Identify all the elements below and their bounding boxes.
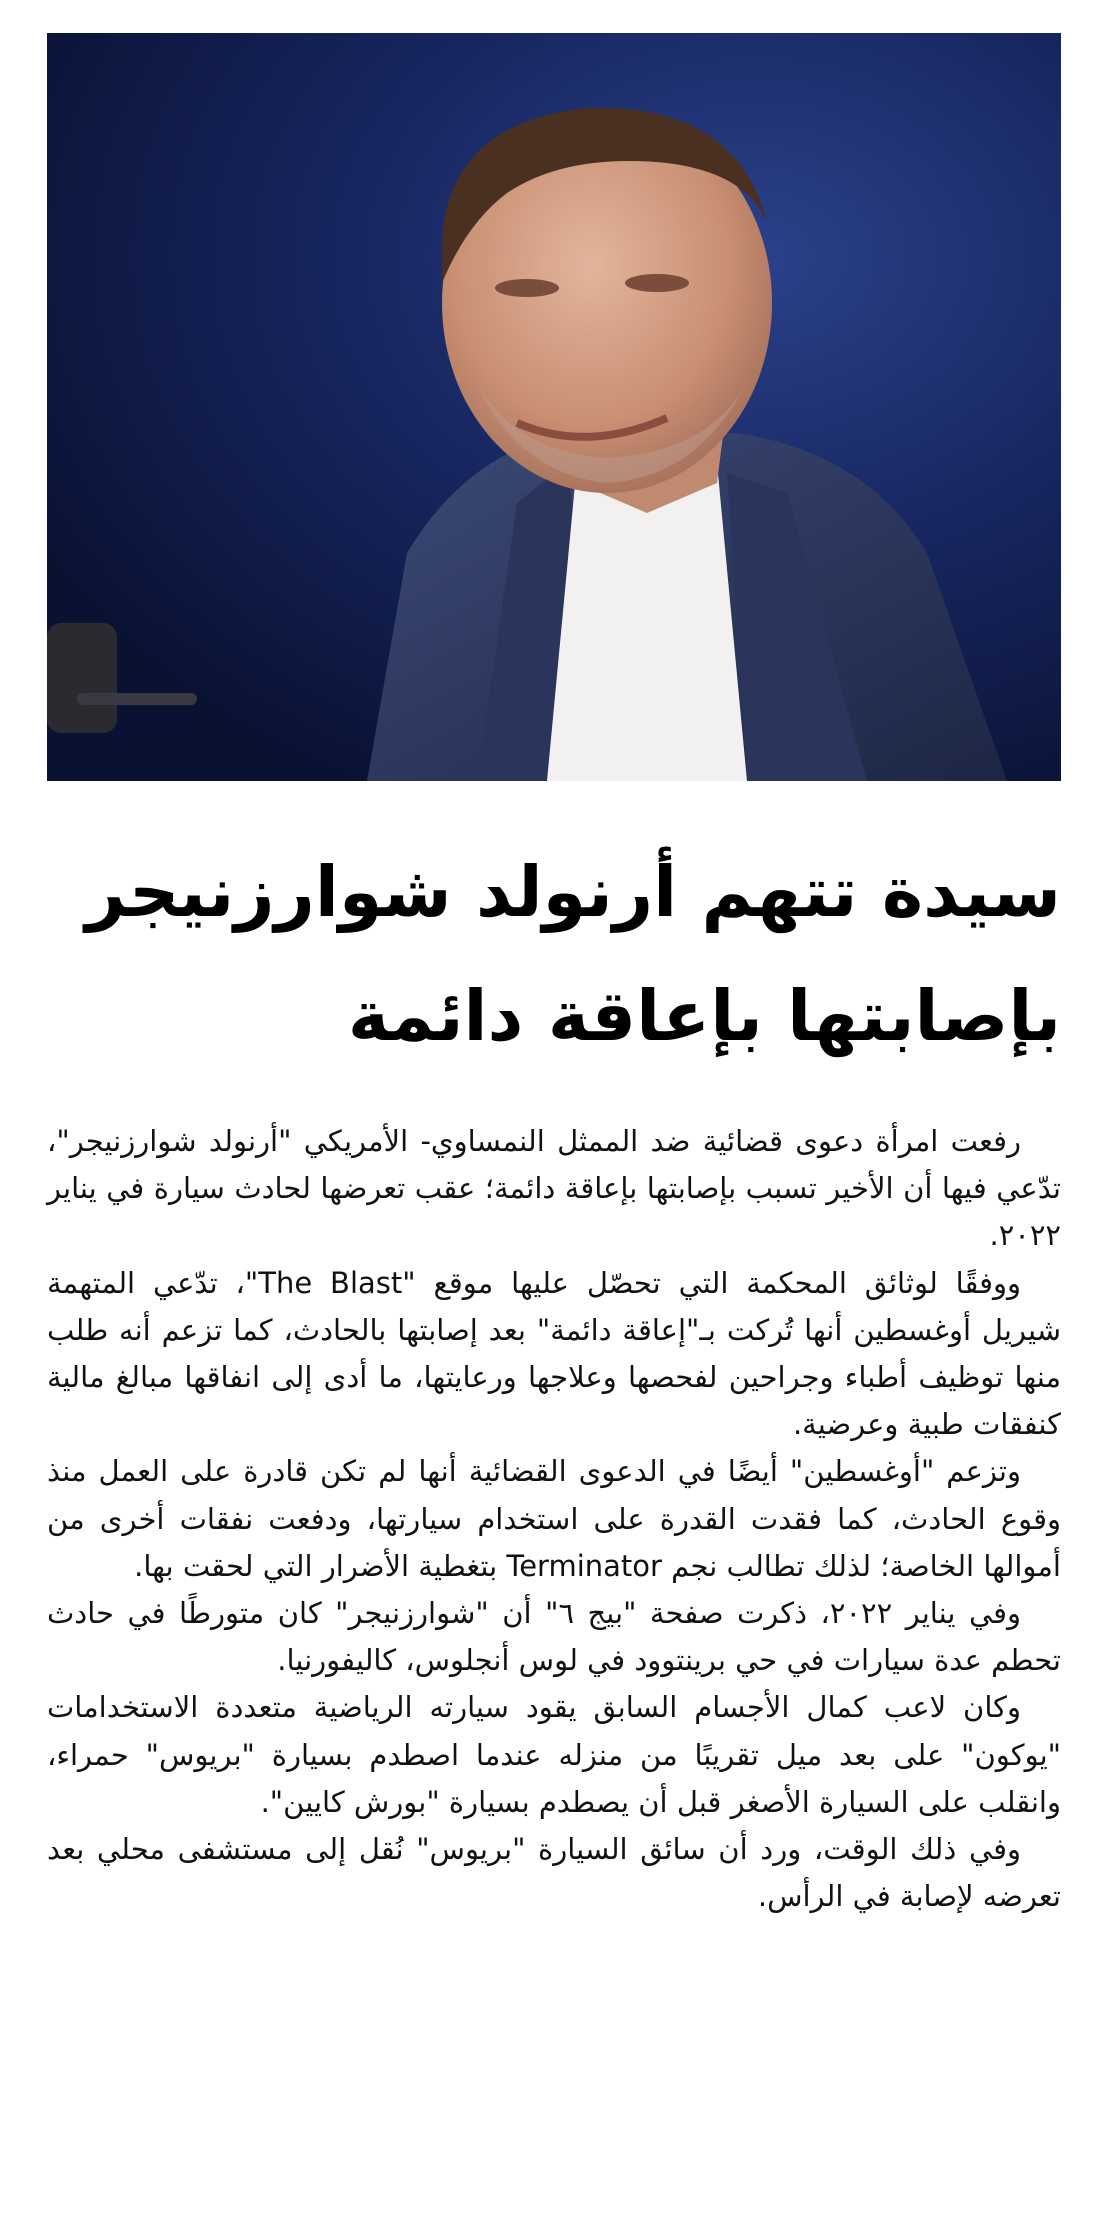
paragraph: ووفقًا لوثائق المحكمة التي تحصّل عليها موقع "The Blast"، تدّعي المتهمة شيريل أوغسطين أنها تُركت بـ"إعاقة دائمة" بعد إصابتها بالحادث، كما تزعم أنه طلب منها توظيف أطباء وجراحين لفحصها وعلاجها ورعايتها، ما أدى إلى انفاقها مبالغ مالية كنفقات طبية وعرضية. — [47, 1265, 1061, 1442]
paragraph: وتزعم "أوغسطين" أيضًا في الدعوى القضائية أنها لم تكن قادرة على العمل منذ وقوع الحادث، كما فقدت القدرة على استخدام سيارتها، ودفعت نفقات أخرى من أموالها الخاصة؛ لذلك تطالب نجم Terminator بتغطية الأضرار التي لحقت بها. — [47, 1454, 1061, 1583]
article-body — [47, 1118, 1061, 1920]
headline-line-1: سيدة تتهم أرنولد شوارزنيجر — [85, 851, 1061, 933]
article-headline — [47, 830, 1061, 1078]
portrait-illustration — [47, 33, 1061, 781]
article-photo — [47, 33, 1061, 781]
paragraph: وكان لاعب كمال الأجسام السابق يقود سيارته الرياضية متعددة الاستخدامات "يوكون" على بعد ميل تقريبًا من منزله عندما اصطدم بسيارة "بريوس" حمراء، وانقلب على السيارة الأصغر قبل أن يصطدم بسيارة "بورش كايين". — [47, 1690, 1061, 1819]
paragraph: وفي يناير ٢٠٢٢، ذكرت صفحة "بيج ٦" أن "شوارزنيجر" كان متورطًا في حادث تحطم عدة سيارات في حي برينتوود في لوس أنجلوس، كاليفورنيا. — [47, 1596, 1061, 1678]
paragraph: وفي ذلك الوقت، ورد أن سائق السيارة "بريوس" نُقل إلى مستشفى محلي بعد تعرضه لإصابة في الرأس. — [47, 1832, 1061, 1914]
paragraph: رفعت امرأة دعوى قضائية ضد الممثل النمساوي- الأمريكي "أرنولد شوارزنيجر"، تدّعي فيها أن الأخير تسبب بإصابتها بإعاقة دائمة؛ عقب تعرضها لحادث سيارة في يناير ٢٠٢٢. — [47, 1124, 1061, 1253]
headline-line-2: بإصابتها بإعاقة دائمة — [347, 975, 1061, 1057]
